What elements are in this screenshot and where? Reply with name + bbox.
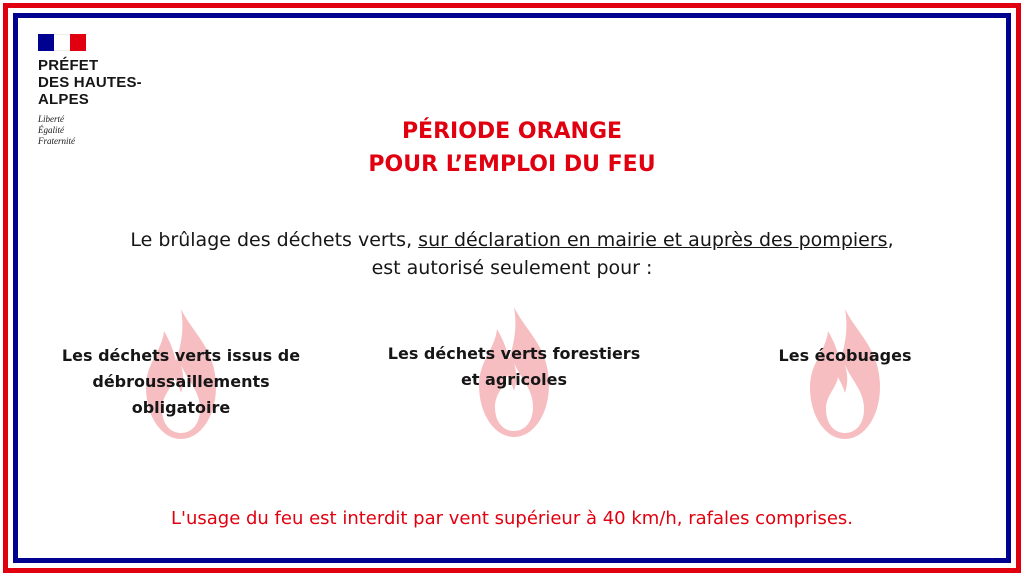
item-line: débroussaillements xyxy=(92,372,270,391)
intro-underlined: sur déclaration en mairie et auprès des pompiers xyxy=(418,229,888,251)
item-text xyxy=(36,343,326,421)
item-line: et agricoles xyxy=(460,370,568,389)
intro-part-2: , xyxy=(887,229,894,251)
item-text xyxy=(369,341,659,393)
item-line: Les écobuages xyxy=(778,346,912,365)
prefect-name xyxy=(38,57,198,108)
motto-line: Fraternité xyxy=(38,136,75,146)
prefect-line: PRÉFET xyxy=(38,57,99,74)
prefect-line: ALPES xyxy=(38,91,90,108)
title-line: POUR L’EMPLOI DU FEU xyxy=(368,152,656,177)
motto-line: Liberté xyxy=(38,114,64,124)
item-debroussaillement xyxy=(36,343,326,421)
item-line: Les déchets verts forestiers xyxy=(387,344,641,363)
prefect-line: DES HAUTES- xyxy=(38,74,142,91)
title-line: PÉRIODE ORANGE xyxy=(401,119,623,144)
intro-part-1: Le brûlage des déchets verts, xyxy=(130,229,419,251)
motto-line: Égalité xyxy=(38,125,64,135)
intro-line-1 xyxy=(0,226,1024,254)
intro-line-2: est autorisé seulement pour : xyxy=(371,257,653,279)
intro-text xyxy=(0,226,1024,282)
flame-icon xyxy=(800,305,890,445)
item-line: obligatoire xyxy=(131,398,231,417)
marianne-flag-icon xyxy=(38,34,86,51)
wind-warning: L'usage du feu est interdit par vent supérieur à 40 km/h, rafales comprises. xyxy=(170,508,853,529)
item-forestiers-agricoles xyxy=(369,341,659,393)
page-title xyxy=(0,115,1024,181)
item-ecobuages xyxy=(700,343,990,369)
item-line: Les déchets verts issus de xyxy=(61,346,301,365)
item-text xyxy=(700,343,990,369)
